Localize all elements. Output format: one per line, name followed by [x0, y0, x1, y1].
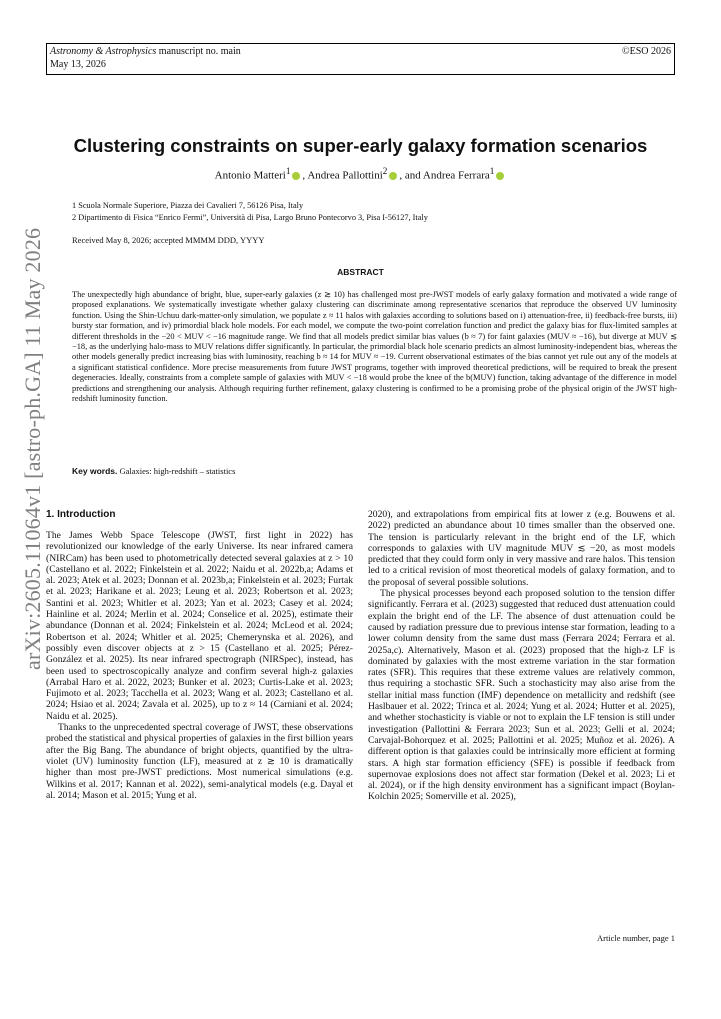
orcid-icon[interactable]: [496, 172, 504, 180]
keywords-label: Key words.: [72, 466, 118, 476]
affiliation-mark: 2: [382, 166, 388, 176]
keywords-text: Galaxies: high-redshift – statistics: [117, 466, 236, 476]
left-column: [46, 530, 353, 801]
right-column: [368, 509, 675, 803]
paper-title: Clustering constraints on super-early galaxy formation scenarios: [73, 135, 648, 156]
manuscript-date: May 13, 2026: [50, 59, 106, 70]
paragraph: Thanks to the unprecedented spectral coverage of JWST, these observations probed the statistical and physical properties of galaxies in the first billion years after the Big Bang. The abundance of bright objects, quantified by the ultra-violet (UV) luminosity function (LF), measured at z ≳ 10 is dramatically higher than most pre-JWST predictions. Most numerical simulations (e.g. Wilkins et al. 2017; Kannan et al. 2022), semi-analytical models (e.g. Dayal et al. 2014; Mason et al. 2015; Yung et al.: [46, 722, 353, 801]
paragraph: 2020), and extrapolations from empirical fits at lower z (e.g. Bouwens et al. 2022) predicted an abundance about 10 times smaller than the observed one. The tension is particularly relevant in the bright end of the LF, which corresponds to galaxies with UV magnitude MUV ≲ −20, as most models predicted that they could form only in very massive and rare halos. This tension led to a critical revision of most theoretical models of galaxy formation, and to the proposal of several possible solutions.: [368, 509, 675, 588]
affiliation-mark: 1: [285, 166, 291, 176]
author-name: Antonio Matteri: [214, 169, 286, 182]
page-footer: Article number, page 1: [596, 933, 675, 943]
arxiv-stamp[interactable]: arXiv:2605.11064v1 [astro-ph.GA] 11 May 2026: [20, 227, 45, 670]
keywords: [72, 466, 235, 476]
section-heading: 1. Introduction: [46, 509, 116, 520]
affiliation-2: 2 Dipartimento di Fisica “Enrico Fermi”, Università di Pisa, Largo Bruno Pontecorvo 3, Pisa I-56127, Italy: [72, 213, 428, 222]
author-name: , and Andrea Ferrara: [399, 169, 490, 182]
paragraph: The physical processes beyond each proposed solution to the tension differ significantly. Ferrara et al. (2023) suggested that reduced dust attenuation could explain the bright end of the LF. The absence of dust attenuation could be caused by radiation pressure due to previous intense star formation, leading to a lower column density from the same dust mass (Ferrara 2024; Ferrara et al. 2025a,c). Alternatively, Mason et al. (2023) proposed that the high-z LF is dominated by galaxies with the most extreme variation in the star formation rates (SFR). This requires that these extreme values are relatively common, thus requiring a stochastic SFR. Such a stochasticity may also arise from the stellar initial mass function (IMF) dependence on metallicity and redshift (see Haslbauer et al. 2022; Trinca et al. 2024; Yung et al. 2024; Hutter et al. 2025), and whether stochasticity is viable or not to explain the LF tension is still under investigation (Pallottini & Ferrara 2023; Sun et al. 2023; Gelli et al. 2024; Carvajal-Bohorquez et al. 2025; Pallottini et al. 2025; Muñoz et al. 2026). A different option is that galaxies could be intrinsically more efficient at forming stars. A high star formation efficiency (SFE) is possible if feedback from supernovae explosions does not affect star formation (Dekel et al. 2023; Li et al. 2024), or if the high density environment has a significant impact (Boylan-Kolchin 2025; Somerville et al. 2025),: [368, 588, 675, 803]
abstract-heading: ABSTRACT: [337, 267, 384, 277]
paragraph: The James Webb Space Telescope (JWST, first light in 2022) has revolutionized our knowledge of the early Universe. Its near infrared camera (NIRCam) has been used to photometrically detected several galaxies at z > 10 (Castellano et al. 2022; Finkelstein et al. 2022; Naidu et al. 2022b,a; Adams et al. 2023; Atek et al. 2023; Donnan et al. 2023b,a; Finkelstein et al. 2023; Furtak et al. 2023; Harikane et al. 2023; Leung et al. 2023; Robertson et al. 2023; Santini et al. 2023; Whitler et al. 2023; Yan et al. 2023; Casey et al. 2024; Hainline et al. 2024; Merlin et al. 2024; Conselice et al. 2025), estimate their abundance (Donnan et al. 2024; Finkelstein et al. 2024; McLeod et al. 2024; Robertson et al. 2024; Whitler et al. 2025; Chemerynska et al. 2026), and possibly even discover objects at z > 15 (Castellano et al. 2025; Pérez-González et al. 2025). Its near infrared spectrograph (NIRSpec), instead, has been used to spectroscopically analyze and confirm several high-z galaxies (Arrabal Haro et al. 2022, 2023; Bunker et al. 2023; Curtis-Lake et al. 2023; Fujimoto et al. 2023; Tacchella et al. 2023; Wang et al. 2023; Castellano et al. 2024; Hsiao et al. 2024; Zavala et al. 2025), up to z ≈ 14 (Carniani et al. 2024; Naidu et al. 2025).: [46, 530, 353, 722]
affiliation-1: 1 Scuola Normale Superiore, Piazza dei Cavalieri 7, 56126 Pisa, Italy: [72, 201, 304, 210]
received-line: Received May 8, 2026; accepted MMMM DDD, YYYY: [72, 235, 265, 245]
affiliation-mark: 1: [489, 166, 495, 176]
orcid-icon[interactable]: [389, 172, 397, 180]
journal-line: [50, 46, 241, 58]
author-name: , Andrea Pallottini: [302, 169, 383, 182]
copyright: ©ESO 2026: [622, 46, 671, 57]
orcid-icon[interactable]: [292, 172, 300, 180]
author-list: [0, 166, 721, 182]
manuscript-label: manuscript no. main: [156, 46, 241, 57]
journal-name: Astronomy & Astrophysics: [50, 46, 157, 57]
abstract-text: The unexpectedly high abundance of bright, blue, super-early galaxies (z ≳ 10) has challenged most pre-JWST models of early galaxy formation and motivated a wide range of proposed explanations. We systematically investigate whether galaxy clustering can discriminate among representative scenarios that reproduce the observed UV luminosity function. Using the Shin-Uchuu dark-matter-only simulation, we populate z ≈ 11 halos with galaxies according to solutions based on i) attenuation-free, ii) feedback-free bursts, iii) bursty star formation, and iv) primordial black hole models. For each model, we compute the two-point correlation function and predict the galaxy bias for flux-limited samples at different thresholds in the −20 < MUV < −16 magnitude range. We find that all models predict similar bias values (b ≈ 7) for faint galaxies (MUV ≈ −16), but diverge at MUV ≲ −18, as the underlying halo-mass to MUV relations differ significantly. In particular, the primordial black hole scenario predicts an almost luminosity-independent bias, whereas the other models generally predict increasing bias with luminosity, reaching b ≈ 14 for MUV ≈ −19. Current observational estimates of the bias cannot yet rule out any of the models at a significant statistical confidence. More precise measurements from future JWST programs, together with improved theoretical predictions, will be required to break the present degeneracies. Ideally, constraints from a complete sample of galaxies with MUV < −18 would probe the knee of the b(MUV) function, taking advantage of the difference in model predictions and strengthening our analysis. Although requiring further refinement, galaxy clustering is confirmed to be a promising probe of the physical origin of the JWST high-redshift luminosity function.: [72, 290, 677, 404]
